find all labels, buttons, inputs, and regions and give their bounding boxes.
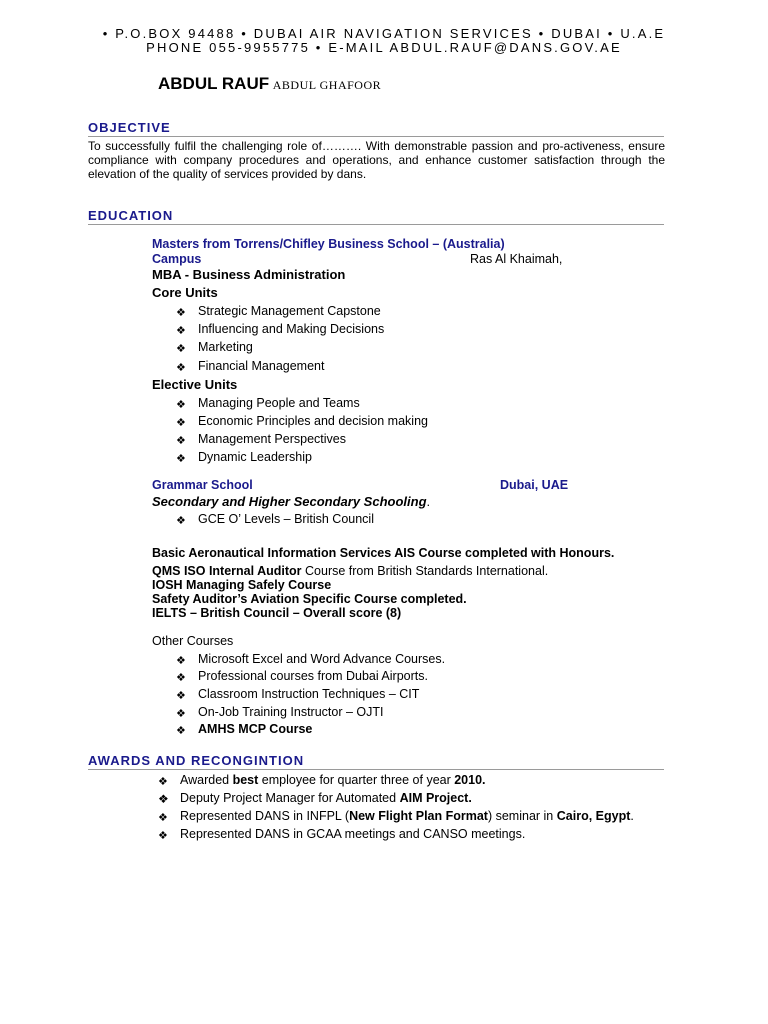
objective-rule: [88, 136, 664, 137]
cert-safety: Safety Auditor’s Aviation Specific Course completed.: [152, 592, 467, 606]
elective-units-label: Elective Units: [152, 377, 238, 392]
masters-title: Masters from Torrens/Chifley Business School – (Australia): [152, 237, 505, 251]
address-line: • P.O.BOX 94488 • DUBAI AIR NAVIGATION SERVICES • DUBAI • U.A.E: [102, 26, 666, 41]
core-unit-item: Strategic Management Capstone: [198, 304, 381, 318]
award-item: [180, 809, 634, 823]
school-name: Grammar School: [152, 478, 253, 492]
award-bold: 2010.: [454, 773, 486, 787]
list-item: [158, 809, 168, 824]
contact-line: PHONE 055-9955775 • E-MAIL ABDUL.RAUF@DANS.GOV.AE: [146, 40, 622, 55]
other-course-item: Professional courses from Dubai Airports.: [198, 669, 428, 683]
award-text: Awarded: [180, 773, 233, 787]
cert-ais: Basic Aeronautical Information Services AIS Course completed with Honours.: [152, 546, 615, 560]
name-main: ABDUL RAUF: [158, 74, 270, 93]
diamond-bullet-icon: ❖: [158, 812, 168, 824]
name-suffix: ABDUL GHAFOOR: [272, 78, 382, 92]
mba-label: MBA: [152, 267, 182, 282]
mba-rest: - Business Administration: [181, 267, 346, 282]
cert-ielts: IELTS – British Council – Overall score (8): [152, 606, 402, 620]
award-text: ) seminar in: [487, 809, 557, 823]
awards-rule: [88, 769, 664, 770]
list-item: [176, 652, 186, 667]
diamond-bullet-icon: ❖: [176, 708, 186, 720]
core-unit-item: Marketing: [198, 340, 253, 354]
mba-line: [152, 267, 345, 282]
list-item: [176, 512, 186, 527]
list-item: [158, 791, 169, 806]
diamond-bullet-icon: ❖: [176, 307, 186, 319]
cert-iosh: IOSH Managing Safely Course: [152, 578, 332, 592]
candidate-name: [158, 74, 381, 94]
diamond-bullet-icon: ❖: [158, 792, 169, 806]
diamond-bullet-icon: ❖: [176, 399, 186, 411]
core-unit-item: Financial Management: [198, 359, 325, 373]
list-item: [176, 414, 186, 429]
award-item: Represented DANS in GCAA meetings and CANSO meetings.: [180, 827, 526, 841]
list-item: [176, 340, 186, 355]
list-item: [158, 773, 168, 788]
core-units-label: Core Units: [152, 285, 218, 300]
diamond-bullet-icon: ❖: [176, 417, 186, 429]
award-text: .: [630, 809, 634, 823]
list-item: [176, 396, 186, 411]
elective-unit-item: Managing People and Teams: [198, 396, 360, 410]
elective-unit-item: Dynamic Leadership: [198, 450, 312, 464]
other-courses-label: Other Courses: [152, 634, 234, 648]
diamond-bullet-icon: ❖: [176, 655, 186, 667]
cert-qms: [152, 564, 548, 578]
cert-qms-rest: Course from British Standards International.: [301, 564, 549, 578]
diamond-bullet-icon: ❖: [158, 830, 168, 842]
other-course-item-last: AMHS MCP Course: [198, 722, 313, 736]
diamond-bullet-icon: ❖: [176, 453, 186, 465]
diamond-bullet-icon: ❖: [176, 515, 186, 527]
diamond-bullet-icon: ❖: [176, 690, 186, 702]
other-course-item: Microsoft Excel and Word Advance Courses.: [198, 652, 446, 666]
objective-text: To successfully fulfil the challenging role of………. With demonstrable passion and pro-activeness, ensure compliance with company procedures and operations, and enhance customer satisfaction through the elevation of the quality of services provided by dans.: [88, 139, 665, 181]
list-item: [176, 687, 186, 702]
list-item: [176, 322, 186, 337]
other-course-item: On-Job Training Instructor – OJTI: [198, 705, 384, 719]
list-item: [176, 722, 186, 737]
award-item: [180, 773, 486, 787]
list-item: [176, 304, 186, 319]
school-desc: [152, 494, 430, 509]
education-heading: EDUCATION: [88, 208, 174, 223]
diamond-bullet-icon: ❖: [176, 325, 186, 337]
list-item: [176, 359, 186, 374]
list-item: [176, 432, 186, 447]
list-item: [176, 705, 186, 720]
diamond-bullet-icon: ❖: [158, 776, 168, 788]
award-bold: New Flight Plan Format: [349, 809, 488, 823]
awards-heading: AWARDS AND RECONGINTION: [88, 753, 305, 768]
award-item: [180, 791, 472, 805]
school-desc-end: .: [426, 494, 431, 509]
masters-campus: Campus: [152, 252, 202, 266]
core-unit-item: Influencing and Making Decisions: [198, 322, 385, 336]
education-rule: [88, 224, 664, 225]
masters-location: Ras Al Khaimah,: [470, 252, 563, 266]
award-text: Deputy Project Manager for Automated: [180, 791, 400, 805]
objective-heading: OBJECTIVE: [88, 120, 171, 135]
cert-qms-title: QMS ISO Internal Auditor: [152, 564, 302, 578]
award-bold: best: [232, 773, 259, 787]
other-course-item: Classroom Instruction Techniques – CIT: [198, 687, 420, 701]
list-item: [176, 669, 186, 684]
award-bold: Cairo, Egypt: [556, 809, 631, 823]
elective-unit-item: Economic Principles and decision making: [198, 414, 428, 428]
school-item: GCE O’ Levels – British Council: [198, 512, 374, 526]
list-item: [158, 827, 168, 842]
diamond-bullet-icon: ❖: [176, 343, 186, 355]
diamond-bullet-icon: ❖: [176, 362, 186, 374]
school-location: Dubai, UAE: [500, 478, 569, 492]
school-desc-text: Secondary and Higher Secondary Schooling: [152, 494, 427, 509]
diamond-bullet-icon: ❖: [176, 672, 186, 684]
award-text: employee for quarter three of year: [258, 773, 455, 787]
award-bold: AIM Project.: [399, 791, 472, 805]
diamond-bullet-icon: ❖: [176, 435, 186, 447]
elective-unit-item: Management Perspectives: [198, 432, 346, 446]
list-item: [176, 450, 186, 465]
diamond-bullet-icon: ❖: [176, 725, 186, 737]
award-text: Represented DANS in INFPL (: [180, 809, 350, 823]
